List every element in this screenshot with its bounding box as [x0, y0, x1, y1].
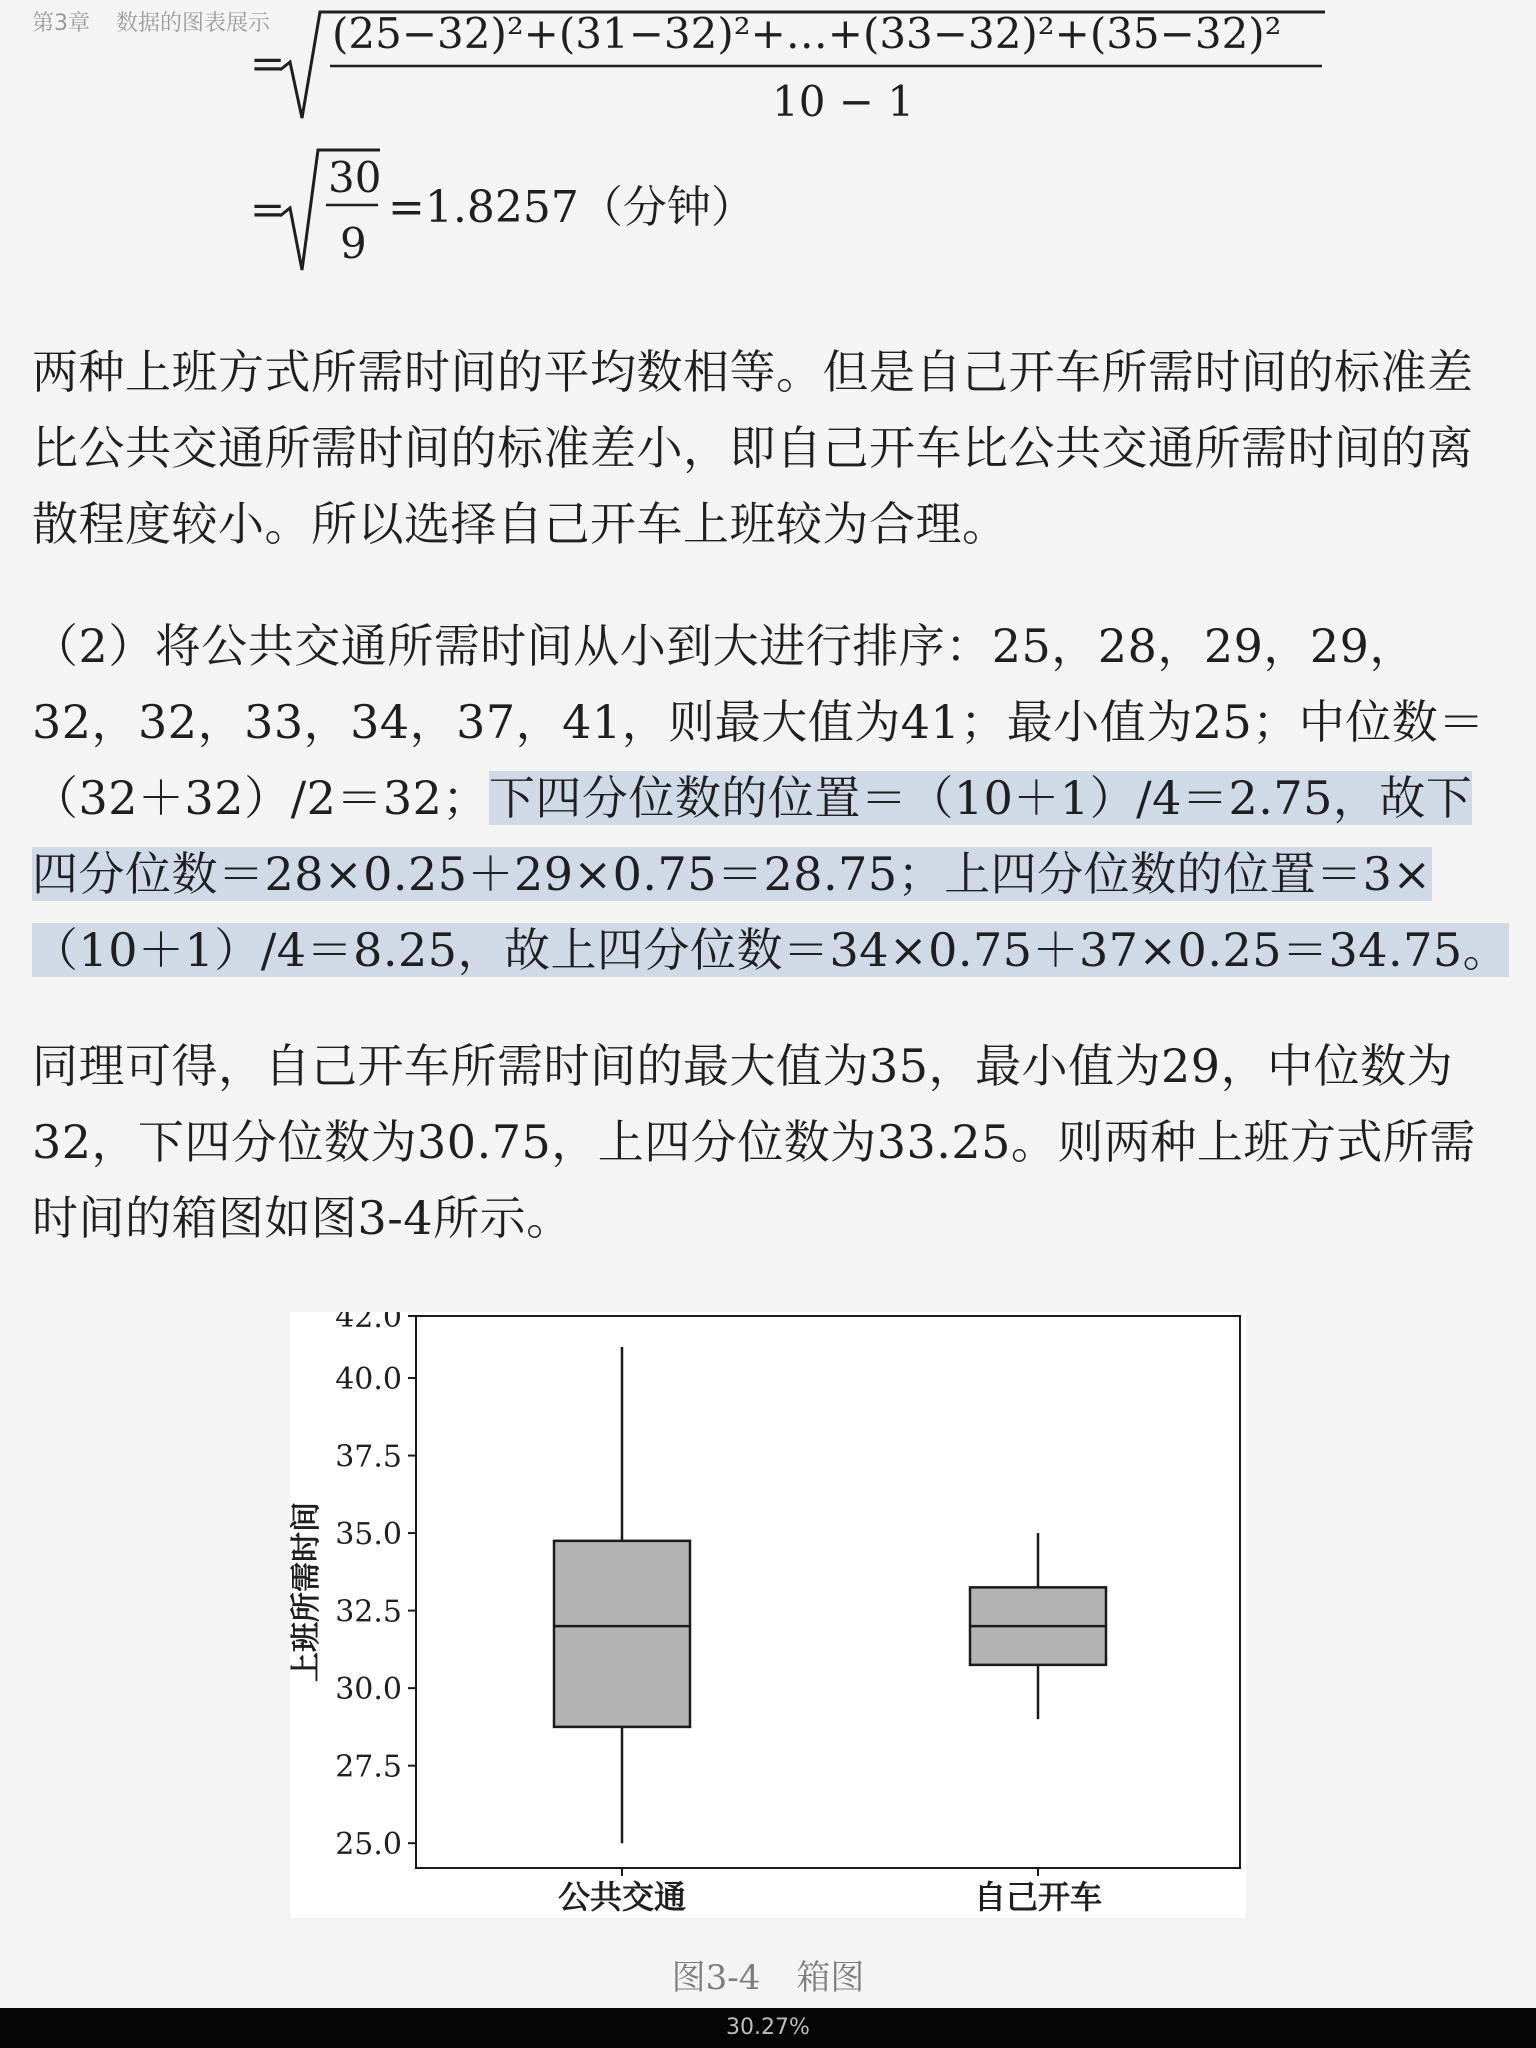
figure-title: 箱图 [796, 1958, 865, 1998]
y-tick-label: 37.5 [335, 1439, 402, 1475]
formula-equals-1: = [250, 39, 286, 88]
running-header [32, 6, 270, 37]
y-tick-label: 42.0 [335, 1312, 402, 1335]
boxplot-chart [290, 1312, 1246, 1918]
x-tick-label: 公共交通 [557, 1878, 687, 1916]
y-axis-label: 上班所需时间 [290, 1502, 324, 1682]
formula-equals-2: = [250, 185, 286, 234]
formula-denominator-1: 10 − 1 [772, 77, 915, 126]
figure-number: 图3-4 [671, 1958, 761, 1998]
y-tick-label: 32.5 [335, 1594, 402, 1630]
plot-frame [416, 1316, 1240, 1868]
std-dev-formula [250, 0, 1350, 290]
paragraph-quartiles [32, 608, 1512, 988]
section-label: 数据的图表展示 [116, 11, 271, 36]
box-self-driving [970, 1533, 1106, 1719]
y-tick-label: 35.0 [335, 1517, 402, 1553]
formula-result: =1.8257（分钟） [388, 182, 755, 233]
paragraph-quartiles-text: （2）将公共交通所需时间从小到大进行排序：25，28，29，29，32，32，33，34，37，41，则最大值为41；最小值为25；中位数＝（32＋32）/2＝32； [32, 619, 1485, 825]
paragraph-driving-stats: 同理可得，自己开车所需时间的最大值为35，最小值为29，中位数为32，下四分位数为30.75，上四分位数为33.25。则两种上班方式所需时间的箱图如图3-4所示。 [32, 1039, 1476, 1245]
x-tick-label: 自己开车 [973, 1878, 1103, 1916]
y-tick-label: 25.0 [335, 1827, 402, 1863]
y-tick-label: 40.0 [335, 1362, 402, 1398]
iqr-box [554, 1541, 690, 1727]
highlighted-selection[interactable]: 下四分位数的位置＝（10＋1）/4＝2.75，故下四分位数＝28×0.25＋29×0.75＝28.75；上四分位数的位置＝3×（10＋1）/4＝8.25，故上四分位数＝34×0.75＋37×0.25＝34.75。 [32, 771, 1510, 977]
figure-caption [0, 1950, 1536, 1999]
reading-progress-bar [0, 2008, 1536, 2048]
formula-numerator-1: (25−32)²+(31−32)²+…+(33−32)²+(35−32)² [332, 9, 1282, 58]
box-public-transit [554, 1347, 690, 1843]
formula-denominator-2: 9 [340, 219, 367, 268]
chapter-label: 第3章 [32, 11, 90, 36]
paragraph-conclusion: 两种上班方式所需时间的平均数相等。但是自己开车所需时间的标准差比公共交通所需时间的标准差小，即自己开车比公共交通所需时间的离散程度较小。所以选择自己开车上班较为合理。 [32, 345, 1474, 551]
y-tick-label: 27.5 [335, 1749, 402, 1785]
y-tick-label: 30.0 [335, 1672, 402, 1708]
boxplot-figure [290, 1312, 1246, 1918]
reading-progress: 30.27% [726, 2015, 810, 2040]
formula-numerator-2: 30 [328, 153, 382, 202]
